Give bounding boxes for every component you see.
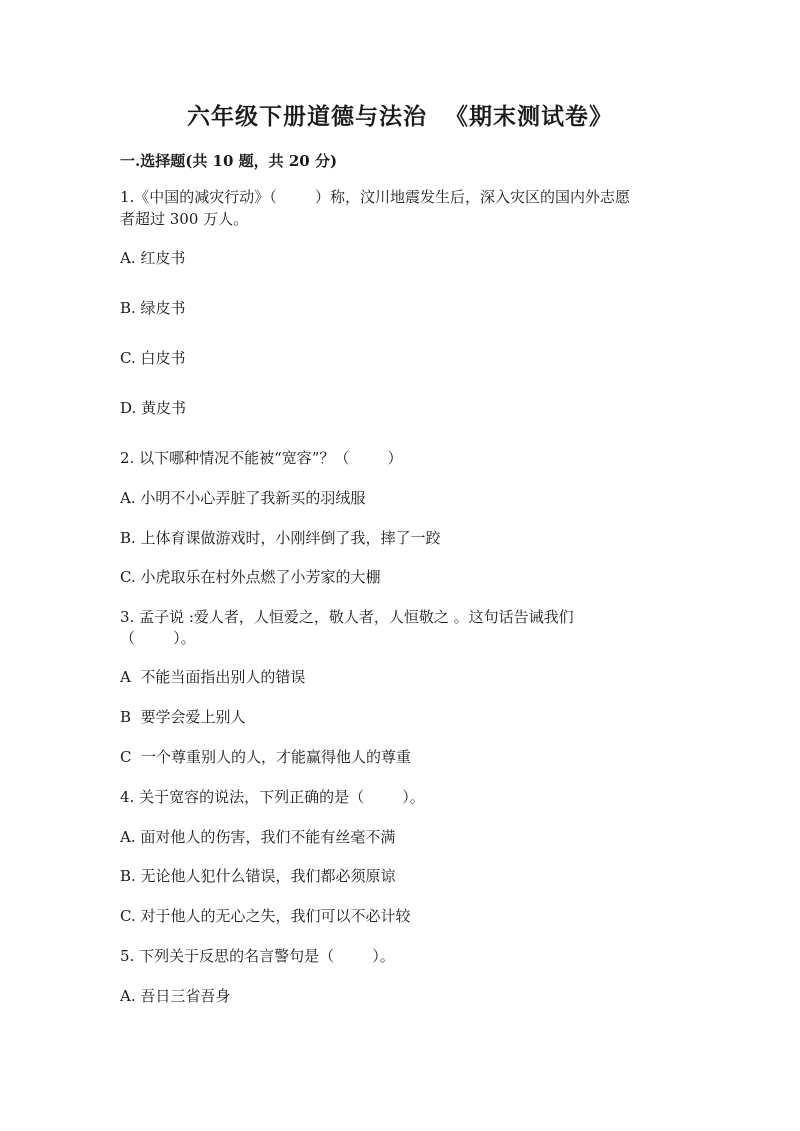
q1-option-d: D. 黄皮书	[120, 399, 187, 417]
q3-stem-line2: （ ）。	[120, 629, 196, 647]
q1-option-a: A. 红皮书	[120, 249, 186, 267]
section-heading: 一.选择题(共 10 题，共 20 分)	[120, 152, 338, 170]
q2-option-b: B. 上体育课做游戏时，小刚绊倒了我，摔了一跤	[120, 529, 441, 547]
q3-option-b: B 要学会爱上别人	[120, 708, 246, 726]
q4-option-c: C. 对于他人的无心之失，我们可以不必计较	[120, 907, 411, 925]
q3-option-c: C 一个尊重别人的人，才能赢得他人的尊重	[120, 748, 412, 766]
exam-title: 六年级下册道德与法治 《期末测试卷》	[186, 103, 613, 130]
q2-option-a: A. 小明不小心弄脏了我新买的羽绒服	[120, 489, 366, 507]
q3-option-a: A 不能当面指出别人的错误	[120, 668, 306, 686]
q1-stem-line1: 1.《中国的减灾行动》（ ）称，汶川地震发生后，深入灾区的国内外志愿	[120, 188, 630, 206]
q1-option-c: C. 白皮书	[120, 349, 186, 367]
q4-option-a: A. 面对他人的伤害，我们不能有丝毫不满	[120, 828, 396, 846]
q4-option-b: B. 无论他人犯什么错误，我们都必须原谅	[120, 867, 396, 885]
q4-stem: 4. 关于宽容的说法，下列正确的是（ ）。	[120, 788, 425, 806]
q2-stem: 2. 以下哪种情况不能被“宽容”？（ ）	[120, 449, 403, 467]
q3-stem-line1: 3. 孟子说 :爱人者，人恒爱之，敬人者，人恒敬之 。这句话告诫我们	[120, 608, 574, 626]
q2-option-c: C. 小虎取乐在村外点燃了小芳家的大棚	[120, 568, 381, 586]
q1-stem-line2: 者超过 300 万人。	[120, 210, 249, 228]
q5-option-a: A. 吾日三省吾身	[120, 987, 231, 1005]
q5-stem: 5. 下列关于反思的名言警句是（ ）。	[120, 947, 395, 965]
q1-option-b: B. 绿皮书	[120, 299, 186, 317]
